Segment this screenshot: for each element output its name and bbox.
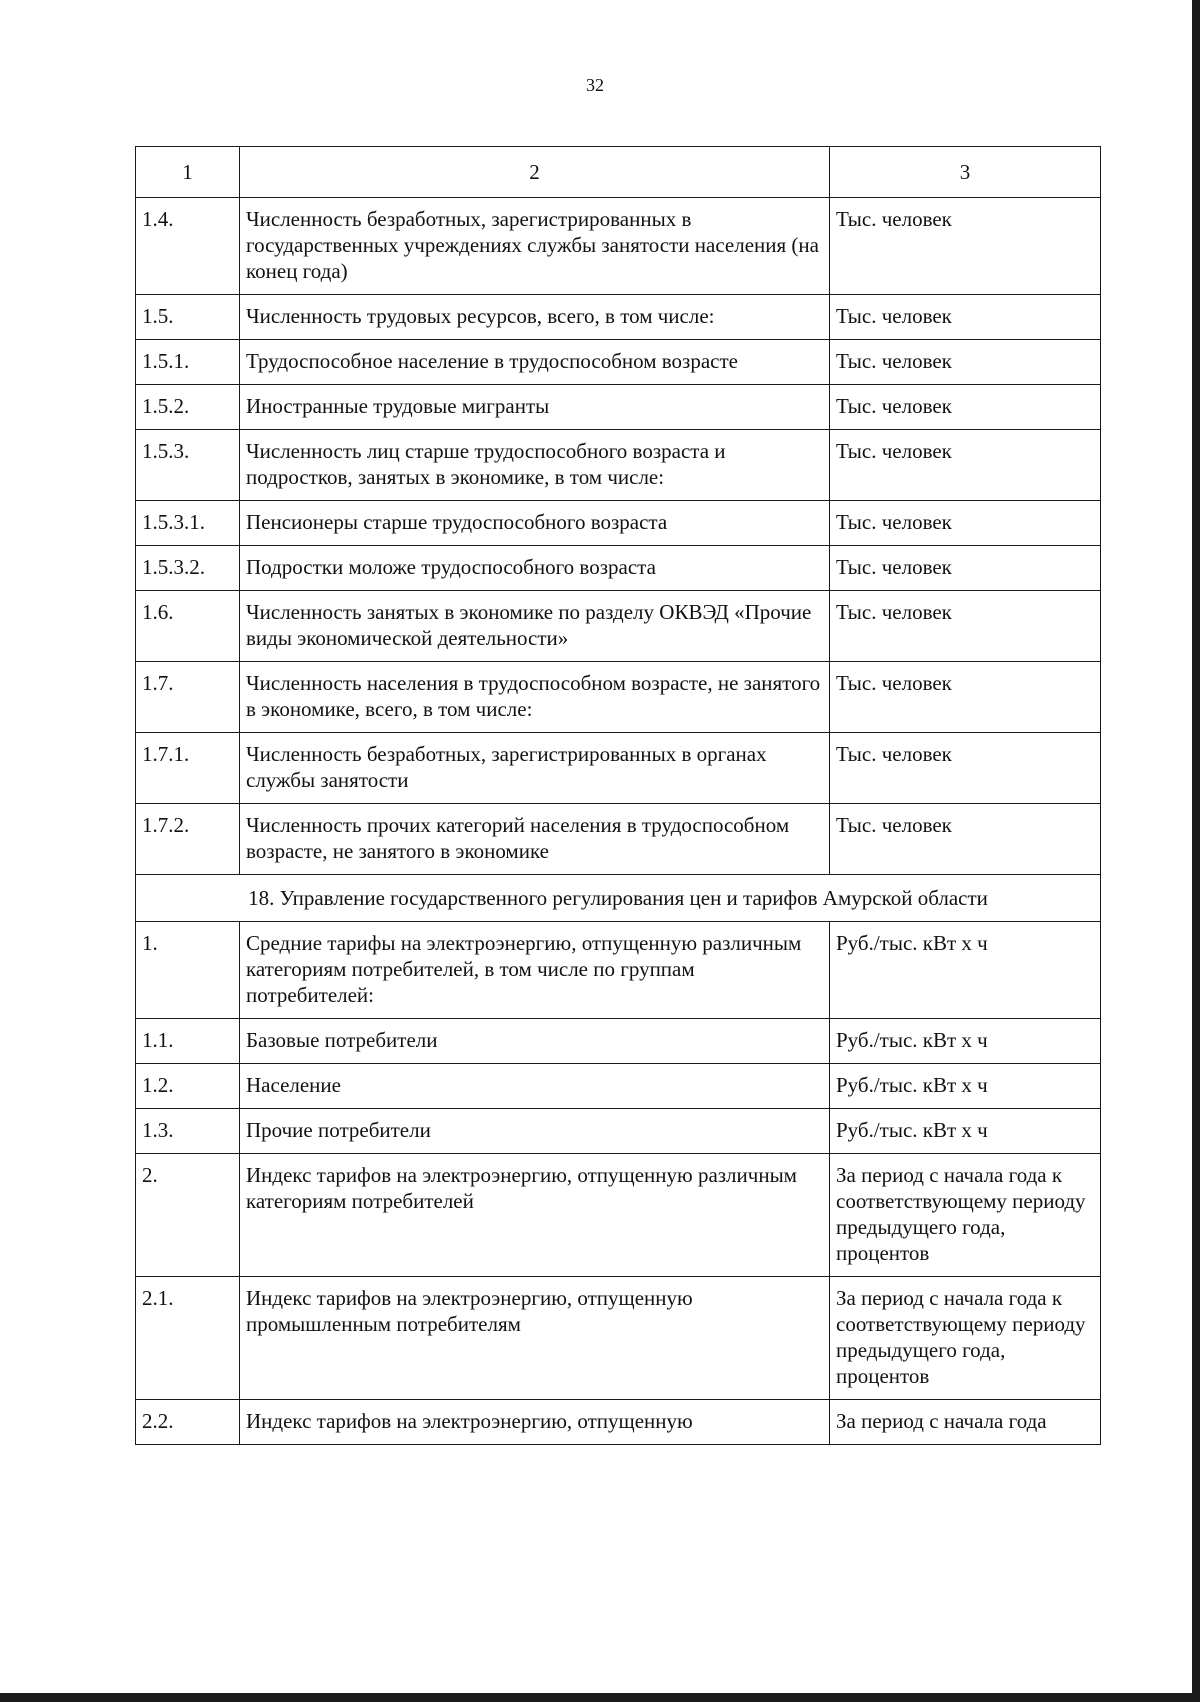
table-row [136,1277,1101,1400]
indicator-name: Индекс тарифов на электроэнергию, отпущенную [240,1400,830,1445]
row-number: 1.5.1. [136,340,240,385]
section-header-row [136,875,1101,922]
table-header-row [136,147,1101,198]
table-row [136,733,1101,804]
row-number: 1.5.3.1. [136,501,240,546]
indicator-name: Численность трудовых ресурсов, всего, в том числе: [240,295,830,340]
indicator-name: Иностранные трудовые мигранты [240,385,830,430]
table-row [136,430,1101,501]
unit: Тыс. человек [830,733,1101,804]
row-number: 1.2. [136,1064,240,1109]
row-number: 1.4. [136,198,240,295]
row-number: 1.5.2. [136,385,240,430]
unit: Тыс. человек [830,385,1101,430]
unit: За период с начала года [830,1400,1101,1445]
indicator-name: Индекс тарифов на электроэнергию, отпущенную промышленным потребителям [240,1277,830,1400]
unit: Тыс. человек [830,591,1101,662]
table-row [136,501,1101,546]
unit: Руб./тыс. кВт х ч [830,922,1101,1019]
indicator-name: Прочие потребители [240,1109,830,1154]
unit: Тыс. человек [830,546,1101,591]
row-number: 1. [136,922,240,1019]
row-number: 1.1. [136,1019,240,1064]
table-row [136,198,1101,295]
row-number: 1.3. [136,1109,240,1154]
table-row [136,1019,1101,1064]
unit: Тыс. человек [830,804,1101,875]
row-number: 1.6. [136,591,240,662]
row-number: 1.7.1. [136,733,240,804]
header-col-1: 1 [136,147,240,198]
table-row [136,1400,1101,1445]
table-row [136,1109,1101,1154]
table-row [136,1064,1101,1109]
unit: Тыс. человек [830,295,1101,340]
row-number: 1.7. [136,662,240,733]
indicator-name: Население [240,1064,830,1109]
row-number: 2.1. [136,1277,240,1400]
indicator-name: Базовые потребители [240,1019,830,1064]
unit: Руб./тыс. кВт х ч [830,1019,1101,1064]
unit: За период с начала года к соответствующему периоду предыдущего года, процентов [830,1277,1101,1400]
unit: Руб./тыс. кВт х ч [830,1109,1101,1154]
row-number: 1.5.3. [136,430,240,501]
indicator-name: Численность безработных, зарегистрированных в государственных учреждениях службы занятости населения (на конец года) [240,198,830,295]
indicator-name: Пенсионеры старше трудоспособного возраста [240,501,830,546]
row-number: 2. [136,1154,240,1277]
row-number: 2.2. [136,1400,240,1445]
scan-edge-right [1192,0,1200,1702]
header-col-3: 3 [830,147,1101,198]
header-col-2: 2 [240,147,830,198]
table-row [136,385,1101,430]
scan-edge-bottom [0,1693,1200,1702]
row-number: 1.5. [136,295,240,340]
row-number: 1.5.3.2. [136,546,240,591]
table-row [136,591,1101,662]
indicator-name: Подростки моложе трудоспособного возраста [240,546,830,591]
unit: Тыс. человек [830,340,1101,385]
unit: Тыс. человек [830,501,1101,546]
unit: Тыс. человек [830,430,1101,501]
row-number: 1.7.2. [136,804,240,875]
unit: Руб./тыс. кВт х ч [830,1064,1101,1109]
table-row [136,662,1101,733]
section-title: 18. Управление государственного регулирования цен и тарифов Амурской области [136,875,1101,922]
table-row [136,804,1101,875]
unit: Тыс. человек [830,662,1101,733]
indicator-name: Численность лиц старше трудоспособного возраста и подростков, занятых в экономике, в том числе: [240,430,830,501]
unit: Тыс. человек [830,198,1101,295]
table-row [136,922,1101,1019]
indicator-name: Средние тарифы на электроэнергию, отпущенную различным категориям потребителей, в том числе по группам потребителей: [240,922,830,1019]
indicator-name: Численность безработных, зарегистрированных в органах службы занятости [240,733,830,804]
page-number: 32 [586,75,604,95]
indicator-name: Индекс тарифов на электроэнергию, отпущенную различным категориям потребителей [240,1154,830,1277]
table-row [136,295,1101,340]
indicator-name: Трудоспособное население в трудоспособном возрасте [240,340,830,385]
indicator-name: Численность прочих категорий населения в трудоспособном возрасте, не занятого в экономике [240,804,830,875]
table-row [136,546,1101,591]
indicator-name: Численность занятых в экономике по разделу ОКВЭД «Прочие виды экономической деятельности» [240,591,830,662]
table-row [136,1154,1101,1277]
indicators-table [135,146,1101,1445]
table-row [136,340,1101,385]
indicator-name: Численность населения в трудоспособном возрасте, не занятого в экономике, всего, в том числе: [240,662,830,733]
unit: За период с начала года к соответствующему периоду предыдущего года, процентов [830,1154,1101,1277]
